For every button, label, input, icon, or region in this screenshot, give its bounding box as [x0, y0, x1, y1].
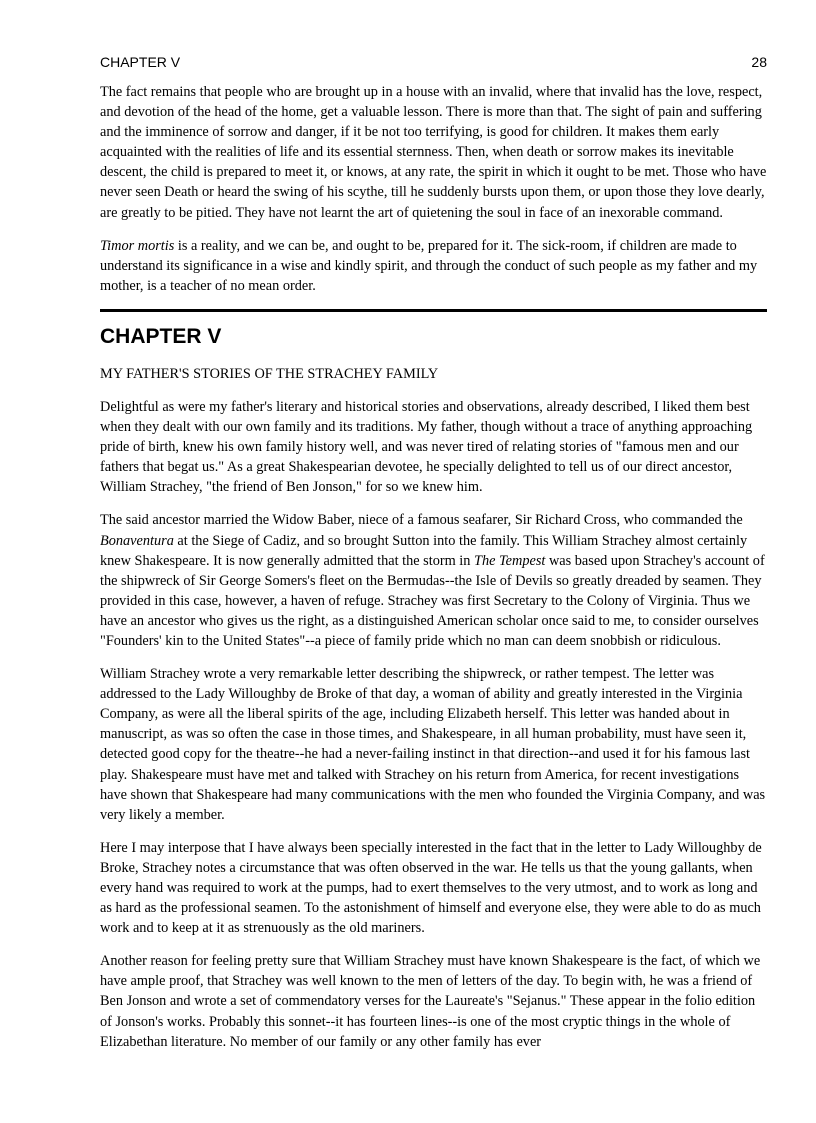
paragraph: Delightful as were my father's literary and historical stories and observations, already described, I liked them best when they dealt with our own family and its traditions. My father, though without a trace of anything approaching pride of birth, knew his own family history well, and was never tired of relating stories of "famous men and our fathers that begat us." As a great Shakespearian devotee, he specially delighted to tell us of our direct ancestor, William Strachey, "the friend of Ben Jonson," for so we knew him.	[100, 398, 753, 496]
chapter-subtitle: MY FATHER'S STORIES OF THE STRACHEY FAMILY	[100, 365, 439, 382]
paragraph: Another reason for feeling pretty sure that William Strachey must have known Shakespeare is the fact, of which we have ample proof, that Strachey was well known to the men of letters of the day. To begin with, he was a friend of Ben Jonson and wrote a set of commendatory verses for the Laureate's "Sejanus." These appear in the folio edition of Jonson's works. Probably this sonnet--it has fourteen lines--is one of the most cryptic things in the whole of Elizabethan literature. No member of our family or any other family has ever	[100, 953, 761, 1050]
paragraph-text: The said ancestor married the Widow Baber, niece of a famous seafarer, Sir Richard Cross, who commanded the	[100, 512, 743, 529]
paragraph: The fact remains that people who are brought up in a house with an invalid, where that invalid has the love, respect, and devotion of the head of the home, get a valuable lesson. There is more than that. The sight of pain and suffering and the imminence of sorrow and danger, if it be not too terrifying, is good for children. It makes them early acquainted with the realities of life and its essential sternness. Then, when death or sorrow makes its inevitable descent, the child is prepared to meet it, or knows, at any rate, the spirit in which it ought to be met. Those who have never seen Death or heard the swing of his scythe, till he suddenly bursts upon them, or upon those they love dearly, are greatly to be pitied. They have not learnt the art of quietening the soul in face of an inexorable command.	[100, 84, 767, 221]
paragraph: Here I may interpose that I have always been specially interested in the fact that in the letter to Lady Willoughby de Broke, Strachey notes a circumstance that was often observed in the war. He tells us that the young gallants, when every hand was required to work at the pumps, had to exert themselves to the very utmost, and to work as long and as hard as the professional seamen. To the astonishment of himself and everyone else, they were able to do as much work and to keep at it as strenuously as the old mariners.	[100, 839, 762, 937]
header-chapter-title: CHAPTER V	[100, 54, 181, 70]
paragraph-text: at the Siege of Cadiz, and so brought Sutton into the family. This William Strachey almost certainly knew Shakespeare. It is now generally admitted that the storm in	[100, 532, 748, 569]
page-number: 28	[751, 54, 767, 70]
chapter-divider	[100, 309, 767, 312]
running-header	[100, 53, 767, 71]
paragraph	[100, 510, 767, 651]
paragraph: William Strachey wrote a very remarkable letter describing the shipwreck, or rather tempest. The letter was addressed to the Lady Willoughby de Broke of that day, a woman of ability and greatly interested in the Virginia Company, as were all the liberal spirits of the age, including Elizabeth herself. This letter was handed about in manuscript, as was so often the case in those times, and Shakespeare, in all human probability, must have seen it, detected good copy for the theatre--he had a never-failing instinct in that direction--and used it for his famous last play. Shakespeare must have met and talked with Strachey on his return from America, for recent investigations have shown that Shakespeare had many communications with the men who founded the Virginia Company, and was very likely a member.	[100, 666, 766, 823]
paragraph	[100, 236, 767, 296]
paragraph-text: is a reality, and we can be, and ought to be, prepared for it. The sick-room, if children are made to understand its significance in a wise and kindly spirit, and through the conduct of such people as my father and my mother, is a teacher of no mean order.	[100, 237, 758, 294]
italic-phrase: Timor mortis	[100, 237, 175, 254]
italic-ship-name: Bonaventura	[100, 532, 174, 549]
italic-play-title: The Tempest	[474, 552, 546, 569]
chapter-heading: CHAPTER V	[100, 324, 222, 348]
paragraph-text: was based upon Strachey's account of the shipwreck of Sir George Somers's fleet on the Bermudas--the Isle of Devils so greatly dreaded by seamen. They provided in this case, however, a haven of refuge. Strachey was first Secretary to the Colony of Virginia. Thus we have an ancestor who gives us the right, as a distinguished American scholar once said to me, to consider ourselves "Founders' kin to the United States"--a piece of family pride which no man can deem snobbish or ridiculous.	[100, 552, 765, 649]
body-text	[100, 82, 767, 1065]
